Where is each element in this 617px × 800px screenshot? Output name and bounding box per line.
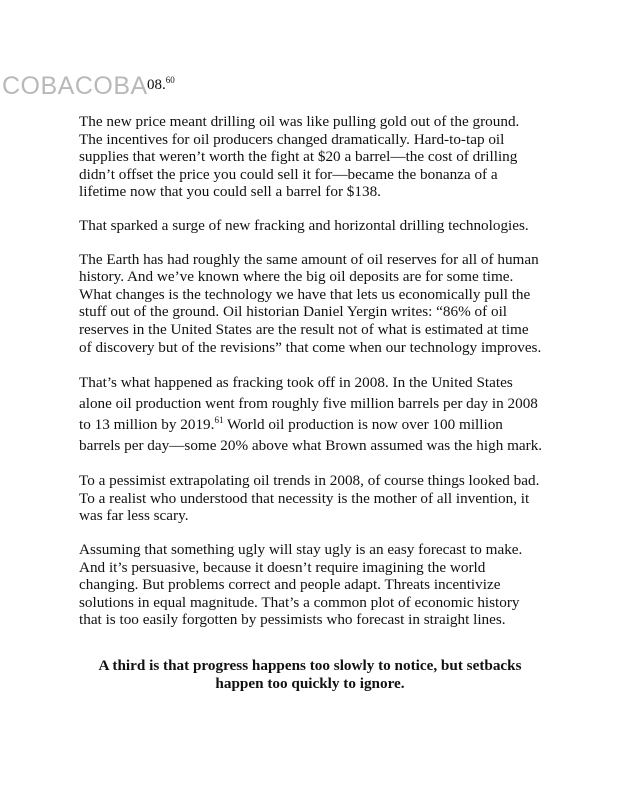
fragment-text: 08. bbox=[147, 77, 166, 93]
paragraph-fracking-surge: That sparked a surge of new fracking and horizontal drilling technologies. bbox=[79, 216, 529, 234]
paragraph-production-growth bbox=[79, 372, 543, 456]
pull-quote: A third is that progress happens too slowly to notice, but setbacks happen too quickly to ignore. bbox=[98, 657, 522, 692]
paragraph-text-part: World oil production is now over 100 million barrels per day—some 20% above what Brown assumed was the high mark. bbox=[79, 416, 543, 455]
paragraph-oil-reserves: The Earth has had roughly the same amount of oil reserves for all of human history. And we’ve known where the big oil deposits are for some time. What changes is the technology we have that lets us economically pull the stuff out of the ground. Oil historian Daniel Yergin writes: “86% of oil reserves in the United States are the result not of what is estimated at time of discovery but of the revisions” that come when our technology improves. bbox=[79, 250, 542, 356]
continued-text-fragment bbox=[147, 76, 175, 94]
paragraph-pessimist-realist: To a pessimist extrapolating oil trends in 2008, of course things looked bad. To a realist who understood that necessity is the mother of all invention, it was far less scary. bbox=[79, 472, 540, 525]
paragraph-text-part: That’s what happened as fracking took off in 2008. In the United States alone oil production went from roughly five million barrels per day in 2008 to 13 million by 2019. bbox=[79, 374, 538, 434]
footnote-marker-60: 60 bbox=[165, 75, 175, 85]
footnote-marker-61: 61 bbox=[214, 415, 224, 426]
paragraph-oil-price: The new price meant drilling oil was like pulling gold out of the ground. The incentives for oil producers changed dramatically. Hard-to-tap oil supplies that weren’t worth the fight at $20 a barrel—the cost of drilling didn’t offset the price you could sell it for—became the bonanza of a lifetime now that you could sell a barrel for $138. bbox=[79, 113, 520, 201]
body-text bbox=[79, 113, 543, 645]
watermark-text: COBACOBA bbox=[2, 72, 148, 100]
paragraph-forecast: Assuming that something ugly will stay ugly is an easy forecast to make. And it’s persuasive, because it doesn’t require imagining the world changing. But problems correct and people adapt. Threats incentivize solutions in equal magnitude. That’s a common plot of economic history that is too easily forgotten by pessimists who forecast in straight lines. bbox=[79, 540, 523, 629]
